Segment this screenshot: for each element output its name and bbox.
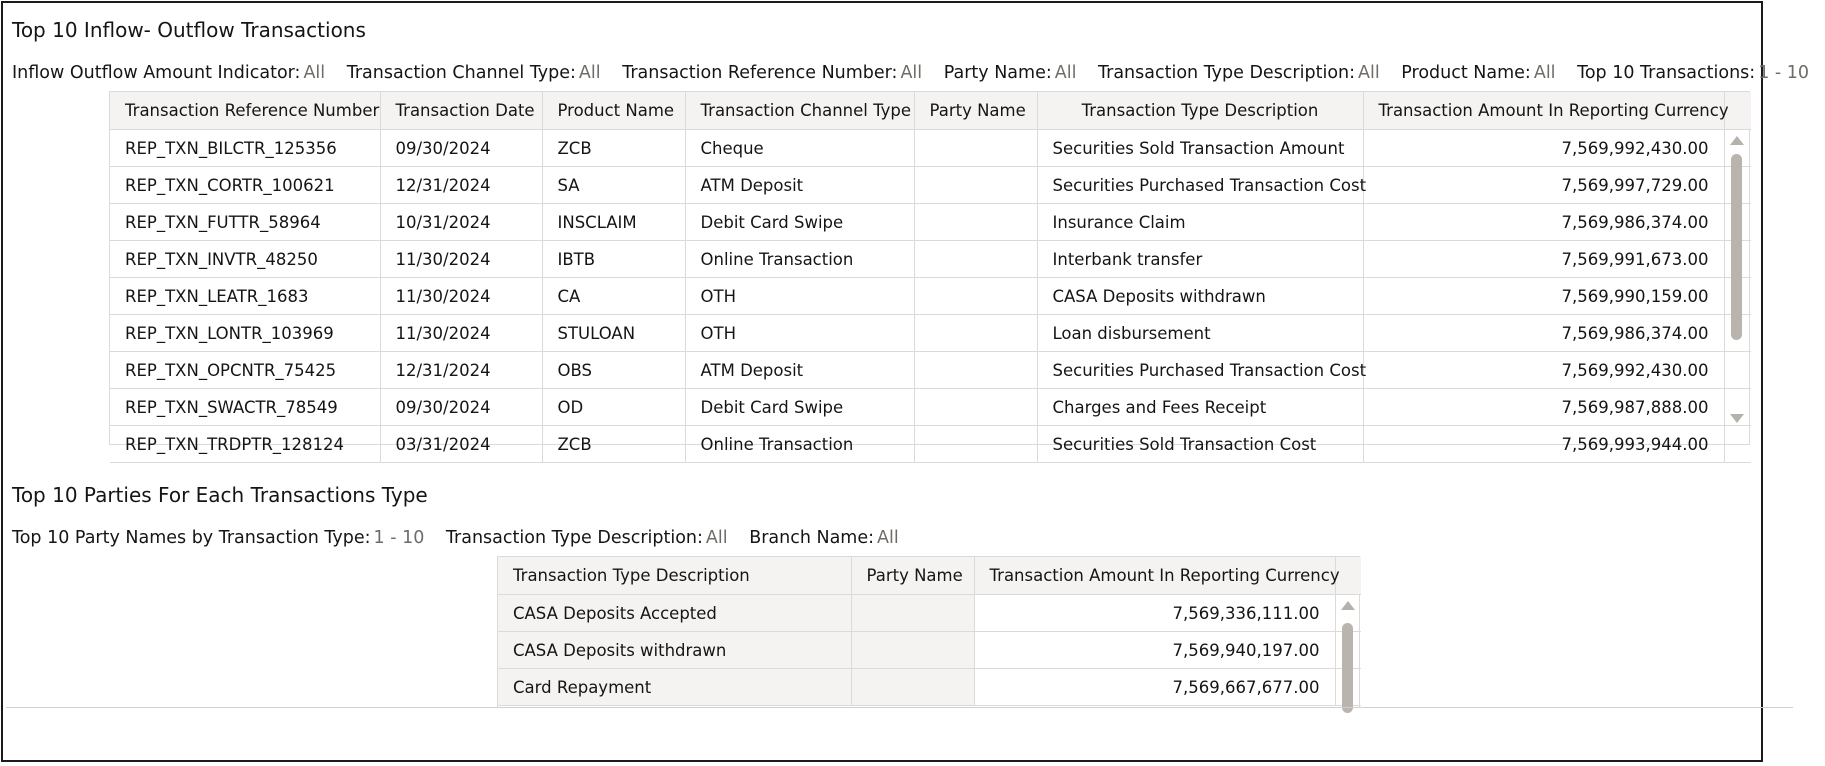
table-cell: 12/31/2024 <box>380 167 542 204</box>
filter-top10-transactions[interactable]: Top 10 Transactions: 1 - 10 <box>1577 63 1810 83</box>
column-header[interactable]: Transaction Type Description <box>498 557 851 595</box>
table-cell: ATM Deposit <box>685 352 914 389</box>
table-cell <box>914 130 1037 167</box>
table-cell: Securities Sold Transaction Amount <box>1037 130 1363 167</box>
table-cell: Online Transaction <box>685 241 914 278</box>
scroll-up-icon[interactable] <box>1730 136 1744 145</box>
table-cell: ATM Deposit <box>685 167 914 204</box>
table-cell: 09/30/2024 <box>380 130 542 167</box>
table-cell: 09/30/2024 <box>380 389 542 426</box>
table-cell: Interbank transfer <box>1037 241 1363 278</box>
parties-scrollbar[interactable] <box>1336 593 1358 709</box>
table-cell <box>914 389 1037 426</box>
table-cell: 7,569,992,430.00 <box>1363 130 1724 167</box>
table-cell: 7,569,986,374.00 <box>1363 315 1724 352</box>
table-cell: Card Repayment <box>498 669 851 706</box>
table-cell: 11/30/2024 <box>380 278 542 315</box>
table-cell: 7,569,987,888.00 <box>1363 389 1724 426</box>
table-cell <box>851 669 974 706</box>
filter-reference-number[interactable]: Transaction Reference Number: All <box>622 63 923 83</box>
table-cell: OD <box>542 389 685 426</box>
filter-channel-type[interactable]: Transaction Channel Type: All <box>346 63 601 83</box>
column-header[interactable]: Party Name <box>914 92 1037 130</box>
table-cell: Insurance Claim <box>1037 204 1363 241</box>
table-cell: 7,569,991,673.00 <box>1363 241 1724 278</box>
table-cell: 7,569,993,944.00 <box>1363 426 1724 463</box>
parties-table <box>498 557 1361 706</box>
table-cell: Online Transaction <box>685 426 914 463</box>
table-cell: CASA Deposits Accepted <box>498 595 851 632</box>
table-row[interactable] <box>110 426 1751 463</box>
table-cell: Securities Sold Transaction Cost <box>1037 426 1363 463</box>
column-header[interactable]: Product Name <box>542 92 685 130</box>
column-header[interactable]: Transaction Amount In Reporting Currency <box>974 557 1335 595</box>
table-cell: REP_TXN_TRDPTR_128124 <box>110 426 380 463</box>
table-cell: INSCLAIM <box>542 204 685 241</box>
scroll-down-icon[interactable] <box>1730 414 1744 423</box>
table-row[interactable] <box>110 167 1751 204</box>
table-cell: Securities Purchased Transaction Cost <box>1037 352 1363 389</box>
table-cell: ZCB <box>542 426 685 463</box>
table-cell: 10/31/2024 <box>380 204 542 241</box>
transactions-table <box>110 92 1751 463</box>
filter-top10-party-names[interactable]: Top 10 Party Names by Transaction Type: 1 - 10 <box>12 528 425 548</box>
table-cell: 7,569,986,374.00 <box>1363 204 1724 241</box>
transactions-scrollbar[interactable] <box>1725 128 1747 446</box>
transactions-table-container[interactable] <box>109 91 1750 454</box>
table-cell: OTH <box>685 278 914 315</box>
scroll-thumb[interactable] <box>1342 623 1353 713</box>
table-cell: Cheque <box>685 130 914 167</box>
table-row[interactable] <box>498 669 1361 706</box>
table-cell: 7,569,667,677.00 <box>974 669 1335 706</box>
table-row[interactable] <box>110 352 1751 389</box>
filter-branch-name[interactable]: Branch Name: All <box>749 528 899 548</box>
table-cell: Securities Purchased Transaction Cost <box>1037 167 1363 204</box>
table-row[interactable] <box>498 632 1361 669</box>
column-header[interactable]: Transaction Channel Type <box>685 92 914 130</box>
table-row[interactable] <box>110 130 1751 167</box>
table-cell <box>914 278 1037 315</box>
table-cell <box>914 352 1037 389</box>
section1-title: Top 10 Inflow- Outflow Transactions <box>12 18 366 42</box>
table-row[interactable] <box>110 241 1751 278</box>
table-cell: ZCB <box>542 130 685 167</box>
table-cell: 7,569,992,430.00 <box>1363 352 1724 389</box>
filter-inflow-outflow-indicator[interactable]: Inflow Outflow Amount Indicator: All <box>12 63 326 83</box>
table-row[interactable] <box>110 278 1751 315</box>
scroll-up-icon[interactable] <box>1341 601 1355 610</box>
table-cell: 7,569,336,111.00 <box>974 595 1335 632</box>
table-cell: REP_TXN_CORTR_100621 <box>110 167 380 204</box>
table-cell: Charges and Fees Receipt <box>1037 389 1363 426</box>
table-cell: REP_TXN_LONTR_103969 <box>110 315 380 352</box>
table-cell: CASA Deposits withdrawn <box>1037 278 1363 315</box>
table-cell: IBTB <box>542 241 685 278</box>
column-header[interactable]: Transaction Date <box>380 92 542 130</box>
table-cell: SA <box>542 167 685 204</box>
table-cell: 03/31/2024 <box>380 426 542 463</box>
table-cell: CA <box>542 278 685 315</box>
table-cell: REP_TXN_LEATR_1683 <box>110 278 380 315</box>
table-cell: Loan disbursement <box>1037 315 1363 352</box>
table-row[interactable] <box>110 204 1751 241</box>
divider <box>6 707 1793 708</box>
table-cell: OBS <box>542 352 685 389</box>
section2-filter-bar <box>12 528 915 548</box>
table-cell: OTH <box>685 315 914 352</box>
table-cell: 12/31/2024 <box>380 352 542 389</box>
section1-filter-bar <box>12 63 1825 83</box>
table-cell: Debit Card Swipe <box>685 204 914 241</box>
parties-table-container[interactable] <box>497 556 1360 708</box>
table-cell <box>914 167 1037 204</box>
filter-product-name[interactable]: Product Name: All <box>1401 63 1556 83</box>
table-cell: REP_TXN_BILCTR_125356 <box>110 130 380 167</box>
table-cell: Debit Card Swipe <box>685 389 914 426</box>
table-cell <box>914 241 1037 278</box>
table-cell: 11/30/2024 <box>380 241 542 278</box>
table-cell: REP_TXN_INVTR_48250 <box>110 241 380 278</box>
table-cell: 7,569,990,159.00 <box>1363 278 1724 315</box>
table-cell: 7,569,940,197.00 <box>974 632 1335 669</box>
table-cell: REP_TXN_OPCNTR_75425 <box>110 352 380 389</box>
table-cell <box>851 632 974 669</box>
table-cell <box>914 426 1037 463</box>
table-row[interactable] <box>110 315 1751 352</box>
filter-party-name[interactable]: Party Name: All <box>943 63 1077 83</box>
table-cell: REP_TXN_SWACTR_78549 <box>110 389 380 426</box>
table-header-row <box>110 92 1751 130</box>
table-cell <box>914 204 1037 241</box>
column-header[interactable]: Transaction Reference Number <box>110 92 380 130</box>
scroll-thumb[interactable] <box>1731 154 1742 340</box>
table-cell: 7,569,997,729.00 <box>1363 167 1724 204</box>
table-cell: 11/30/2024 <box>380 315 542 352</box>
column-header[interactable]: Party Name <box>851 557 974 595</box>
filter-transaction-type[interactable]: Transaction Type Description: All <box>1098 63 1380 83</box>
column-header[interactable]: Transaction Amount In Reporting Currency <box>1363 92 1724 130</box>
column-header[interactable]: Transaction Type Description <box>1037 92 1363 130</box>
table-cell: REP_TXN_FUTTR_58964 <box>110 204 380 241</box>
table-row[interactable] <box>498 595 1361 632</box>
table-cell: CASA Deposits withdrawn <box>498 632 851 669</box>
filter-transaction-type[interactable]: Transaction Type Description: All <box>445 528 728 548</box>
section2-title: Top 10 Parties For Each Transactions Type <box>12 483 428 507</box>
table-cell <box>914 315 1037 352</box>
table-row[interactable] <box>110 389 1751 426</box>
table-cell <box>851 595 974 632</box>
table-cell: STULOAN <box>542 315 685 352</box>
table-header-row <box>498 557 1361 595</box>
